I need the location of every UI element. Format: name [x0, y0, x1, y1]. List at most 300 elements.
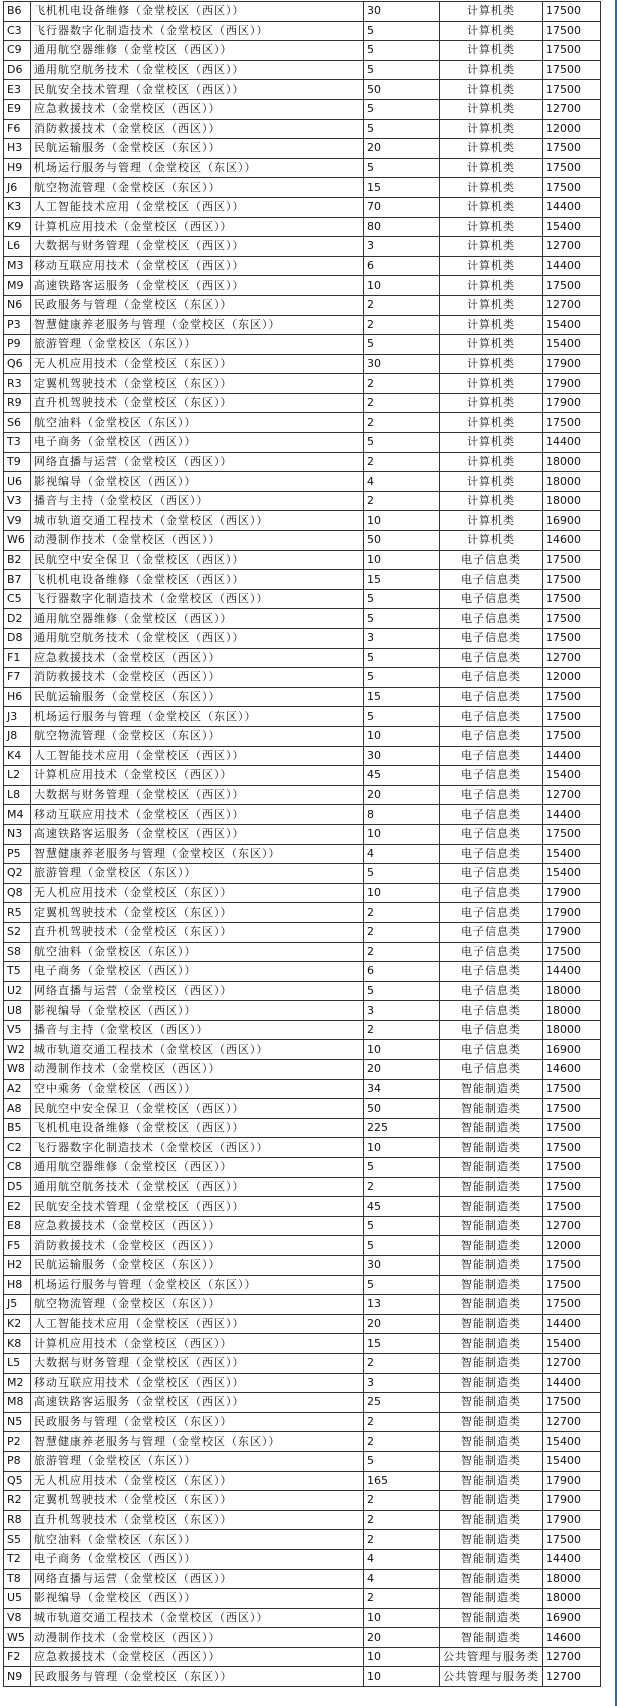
quota-cell: 5: [364, 589, 440, 609]
major-name-cell: 飞行器数字化制造技术（金堂校区（西区））: [31, 1138, 364, 1158]
category-cell: 计算机类: [440, 472, 543, 492]
tuition-cell: 17500: [543, 1118, 601, 1138]
major-code-cell: K9: [4, 217, 31, 237]
major-name-cell: 民政服务与管理（金堂校区（东区））: [31, 295, 364, 315]
category-cell: 电子信息类: [440, 589, 543, 609]
table-row: [4, 1491, 601, 1511]
tuition-cell: 17900: [543, 1510, 601, 1530]
table-row: [4, 1471, 601, 1491]
tuition-cell: 17900: [543, 354, 601, 374]
table-row: [4, 668, 601, 688]
table-row: [4, 2, 601, 22]
table-row: [4, 609, 601, 629]
major-code-cell: F6: [4, 119, 31, 139]
major-code-cell: F2: [4, 1647, 31, 1667]
quota-cell: 25: [364, 1393, 440, 1413]
major-code-cell: U8: [4, 1001, 31, 1021]
tuition-cell: 15400: [543, 844, 601, 864]
quota-cell: 10: [364, 824, 440, 844]
quota-cell: 2: [364, 491, 440, 511]
major-code-cell: T2: [4, 1549, 31, 1569]
major-name-cell: 移动互联应用技术（金堂校区（西区））: [31, 256, 364, 276]
category-cell: 电子信息类: [440, 648, 543, 668]
major-name-cell: 网络直播与运营（金堂校区（西区））: [31, 1569, 364, 1589]
tuition-cell: 14400: [543, 805, 601, 825]
tuition-cell: 17500: [543, 21, 601, 41]
tuition-cell: 18000: [543, 981, 601, 1001]
major-code-cell: T3: [4, 433, 31, 453]
quota-cell: 5: [364, 1236, 440, 1256]
tuition-cell: 12000: [543, 1236, 601, 1256]
major-name-cell: 航空物流管理（金堂校区（东区））: [31, 178, 364, 198]
table-row: [4, 687, 601, 707]
major-code-cell: V8: [4, 1608, 31, 1628]
quota-cell: 2: [364, 1510, 440, 1530]
quota-cell: 3: [364, 1373, 440, 1393]
quota-cell: 5: [364, 648, 440, 668]
major-code-cell: U5: [4, 1589, 31, 1609]
major-code-cell: L8: [4, 785, 31, 805]
category-cell: 智能制造类: [440, 1177, 543, 1197]
tuition-cell: 15400: [543, 864, 601, 884]
category-cell: 智能制造类: [440, 1373, 543, 1393]
major-code-cell: R9: [4, 393, 31, 413]
major-code-cell: C3: [4, 21, 31, 41]
tuition-cell: 18000: [543, 1589, 601, 1609]
category-cell: 电子信息类: [440, 981, 543, 1001]
major-code-cell: E2: [4, 1197, 31, 1217]
category-cell: 智能制造类: [440, 1158, 543, 1178]
tuition-cell: 17500: [543, 629, 601, 649]
category-cell: 计算机类: [440, 295, 543, 315]
table-row: [4, 1412, 601, 1432]
major-code-cell: K2: [4, 1314, 31, 1334]
major-name-cell: 定翼机驾驶技术（金堂校区（东区））: [31, 1491, 364, 1511]
table-row: [4, 511, 601, 531]
major-name-cell: 民政服务与管理（金堂校区（东区））: [31, 1412, 364, 1432]
tuition-cell: 17900: [543, 922, 601, 942]
major-name-cell: 旅游管理（金堂校区（东区））: [31, 1451, 364, 1471]
category-cell: 智能制造类: [440, 1295, 543, 1315]
major-name-cell: 高速铁路客运服务（金堂校区（西区））: [31, 824, 364, 844]
table-row: [4, 805, 601, 825]
major-code-cell: M2: [4, 1373, 31, 1393]
category-cell: 电子信息类: [440, 1001, 543, 1021]
major-code-cell: H3: [4, 139, 31, 159]
major-code-cell: F5: [4, 1236, 31, 1256]
major-code-cell: N5: [4, 1412, 31, 1432]
quota-cell: 5: [364, 119, 440, 139]
table-row: [4, 1040, 601, 1060]
category-cell: 电子信息类: [440, 864, 543, 884]
category-cell: 智能制造类: [440, 1353, 543, 1373]
major-code-cell: H2: [4, 1256, 31, 1276]
tuition-cell: 17500: [543, 1177, 601, 1197]
major-code-cell: Q6: [4, 354, 31, 374]
table-row: [4, 531, 601, 551]
tuition-cell: 17500: [543, 139, 601, 159]
category-cell: 智能制造类: [440, 1099, 543, 1119]
tuition-cell: 15400: [543, 766, 601, 786]
quota-cell: 10: [364, 726, 440, 746]
major-name-cell: 飞机机电设备维修（金堂校区（西区））: [31, 2, 364, 22]
quota-cell: 2: [364, 1020, 440, 1040]
major-code-cell: A2: [4, 1079, 31, 1099]
tuition-cell: 17900: [543, 883, 601, 903]
category-cell: 计算机类: [440, 237, 543, 257]
quota-cell: 20: [364, 1628, 440, 1648]
quota-cell: 3: [364, 237, 440, 257]
tuition-cell: 12700: [543, 1647, 601, 1667]
major-code-cell: F1: [4, 648, 31, 668]
tuition-cell: 17500: [543, 1079, 601, 1099]
major-code-cell: H6: [4, 687, 31, 707]
table-row: [4, 1001, 601, 1021]
quota-cell: 2: [364, 1177, 440, 1197]
category-cell: 电子信息类: [440, 922, 543, 942]
major-code-cell: P2: [4, 1432, 31, 1452]
major-name-cell: 智慧健康养老服务与管理（金堂校区（东区））: [31, 1432, 364, 1452]
table-row: [4, 60, 601, 80]
table-row: [4, 1216, 601, 1236]
tuition-cell: 18000: [543, 472, 601, 492]
category-cell: 计算机类: [440, 452, 543, 472]
category-cell: 智能制造类: [440, 1138, 543, 1158]
major-code-cell: D6: [4, 60, 31, 80]
tuition-cell: 14400: [543, 1314, 601, 1334]
major-name-cell: 播音与主持（金堂校区（西区））: [31, 1020, 364, 1040]
quota-cell: 13: [364, 1295, 440, 1315]
major-name-cell: 大数据与财务管理（金堂校区（西区））: [31, 785, 364, 805]
tuition-cell: 17900: [543, 1491, 601, 1511]
major-code-cell: V9: [4, 511, 31, 531]
table-row: [4, 1060, 601, 1080]
quota-cell: 5: [364, 1451, 440, 1471]
quota-cell: 20: [364, 139, 440, 159]
category-cell: 电子信息类: [440, 844, 543, 864]
category-cell: 智能制造类: [440, 1471, 543, 1491]
quota-cell: 5: [364, 668, 440, 688]
table-row: [4, 178, 601, 198]
quota-cell: 45: [364, 1197, 440, 1217]
quota-cell: 2: [364, 1432, 440, 1452]
quota-cell: 2: [364, 452, 440, 472]
category-cell: 电子信息类: [440, 824, 543, 844]
table-row: [4, 158, 601, 178]
major-code-cell: S2: [4, 922, 31, 942]
table-row: [4, 942, 601, 962]
quota-cell: 10: [364, 1608, 440, 1628]
major-name-cell: 通用航空航务技术（金堂校区（西区））: [31, 629, 364, 649]
tuition-cell: 17500: [543, 413, 601, 433]
major-name-cell: 消防救援技术（金堂校区（西区））: [31, 1236, 364, 1256]
quota-cell: 15: [364, 178, 440, 198]
major-code-cell: C8: [4, 1158, 31, 1178]
major-name-cell: 播音与主持（金堂校区（西区））: [31, 491, 364, 511]
quota-cell: 4: [364, 844, 440, 864]
quota-cell: 45: [364, 766, 440, 786]
table-row: [4, 1334, 601, 1354]
table-row: [4, 981, 601, 1001]
tuition-cell: 14400: [543, 256, 601, 276]
table-row: [4, 21, 601, 41]
quota-cell: 5: [364, 609, 440, 629]
quota-cell: 2: [364, 942, 440, 962]
category-cell: 电子信息类: [440, 1040, 543, 1060]
major-name-cell: 飞机机电设备维修（金堂校区（西区））: [31, 1118, 364, 1138]
tuition-cell: 14400: [543, 433, 601, 453]
major-name-cell: 飞机机电设备维修（金堂校区（西区））: [31, 570, 364, 590]
major-name-cell: 电子商务（金堂校区（西区））: [31, 962, 364, 982]
tuition-cell: 18000: [543, 1569, 601, 1589]
quota-cell: 2: [364, 374, 440, 394]
quota-cell: 20: [364, 785, 440, 805]
quota-cell: 4: [364, 1569, 440, 1589]
tuition-cell: 17500: [543, 1275, 601, 1295]
major-name-cell: 影视编导（金堂校区（西区））: [31, 472, 364, 492]
major-name-cell: 民航安全技术管理（金堂校区（西区））: [31, 80, 364, 100]
category-cell: 电子信息类: [440, 805, 543, 825]
table-row: [4, 1158, 601, 1178]
quota-cell: 30: [364, 2, 440, 22]
tuition-cell: 17900: [543, 374, 601, 394]
table-row: [4, 393, 601, 413]
major-name-cell: 无人机应用技术（金堂校区（东区））: [31, 1471, 364, 1491]
major-code-cell: U2: [4, 981, 31, 1001]
major-code-cell: K3: [4, 197, 31, 217]
major-name-cell: 智慧健康养老服务与管理（金堂校区（东区））: [31, 844, 364, 864]
major-name-cell: 电子商务（金堂校区（西区））: [31, 433, 364, 453]
quota-cell: 4: [364, 1549, 440, 1569]
category-cell: 计算机类: [440, 178, 543, 198]
major-name-cell: 机场运行服务与管理（金堂校区（东区））: [31, 1275, 364, 1295]
major-code-cell: B6: [4, 2, 31, 22]
category-cell: 计算机类: [440, 60, 543, 80]
major-code-cell: P8: [4, 1451, 31, 1471]
tuition-cell: 17500: [543, 1197, 601, 1217]
category-cell: 计算机类: [440, 374, 543, 394]
major-name-cell: 无人机应用技术（金堂校区（东区））: [31, 883, 364, 903]
major-code-cell: M3: [4, 256, 31, 276]
table-row: [4, 1569, 601, 1589]
quota-cell: 2: [364, 1530, 440, 1550]
quota-cell: 5: [364, 158, 440, 178]
quota-cell: 10: [364, 276, 440, 296]
quota-cell: 6: [364, 256, 440, 276]
major-name-cell: 城市轨道交通工程技术（金堂校区（西区））: [31, 1040, 364, 1060]
tuition-cell: 17500: [543, 1295, 601, 1315]
quota-cell: 5: [364, 60, 440, 80]
table-row: [4, 276, 601, 296]
major-code-cell: D5: [4, 1177, 31, 1197]
major-code-cell: L6: [4, 237, 31, 257]
category-cell: 计算机类: [440, 433, 543, 453]
major-name-cell: 空中乘务（金堂校区（西区））: [31, 1079, 364, 1099]
table-row: [4, 374, 601, 394]
category-cell: 智能制造类: [440, 1334, 543, 1354]
major-code-cell: R3: [4, 374, 31, 394]
table-row: [4, 844, 601, 864]
tuition-cell: 17900: [543, 903, 601, 923]
quota-cell: 3: [364, 1001, 440, 1021]
category-cell: 智能制造类: [440, 1256, 543, 1276]
tuition-cell: 12700: [543, 1667, 601, 1687]
major-code-cell: B5: [4, 1118, 31, 1138]
category-cell: 智能制造类: [440, 1314, 543, 1334]
major-code-cell: J8: [4, 726, 31, 746]
tuition-cell: 17500: [543, 1138, 601, 1158]
quota-cell: 5: [364, 21, 440, 41]
category-cell: 智能制造类: [440, 1275, 543, 1295]
quota-cell: 5: [364, 99, 440, 119]
tuition-cell: 17500: [543, 1393, 601, 1413]
table-row: [4, 589, 601, 609]
major-name-cell: 民航安全技术管理（金堂校区（西区））: [31, 1197, 364, 1217]
major-name-cell: 航空油料（金堂校区（东区））: [31, 942, 364, 962]
category-cell: 电子信息类: [440, 629, 543, 649]
quota-cell: 5: [364, 1275, 440, 1295]
major-code-cell: N6: [4, 295, 31, 315]
quota-cell: 5: [364, 1158, 440, 1178]
major-code-cell: D8: [4, 629, 31, 649]
major-name-cell: 定翼机驾驶技术（金堂校区（东区））: [31, 374, 364, 394]
quota-cell: 10: [364, 1647, 440, 1667]
table-row: [4, 707, 601, 727]
table-row: [4, 1628, 601, 1648]
major-name-cell: 网络直播与运营（金堂校区（西区））: [31, 981, 364, 1001]
major-name-cell: 旅游管理（金堂校区（东区））: [31, 335, 364, 355]
quota-cell: 20: [364, 1060, 440, 1080]
major-code-cell: W2: [4, 1040, 31, 1060]
category-cell: 电子信息类: [440, 687, 543, 707]
tuition-cell: 17500: [543, 1099, 601, 1119]
tuition-cell: 14600: [543, 1060, 601, 1080]
tuition-cell: 15400: [543, 217, 601, 237]
major-code-cell: R8: [4, 1510, 31, 1530]
tuition-cell: 17500: [543, 707, 601, 727]
category-cell: 计算机类: [440, 197, 543, 217]
major-name-cell: 定翼机驾驶技术（金堂校区（东区））: [31, 903, 364, 923]
category-cell: 计算机类: [440, 491, 543, 511]
table-row: [4, 1510, 601, 1530]
table-row: [4, 550, 601, 570]
major-name-cell: 航空油料（金堂校区（东区））: [31, 413, 364, 433]
quota-cell: 2: [364, 1589, 440, 1609]
major-code-cell: V3: [4, 491, 31, 511]
major-name-cell: 旅游管理（金堂校区（东区））: [31, 864, 364, 884]
major-name-cell: 消防救援技术（金堂校区（西区））: [31, 668, 364, 688]
tuition-cell: 18000: [543, 452, 601, 472]
major-name-cell: 高速铁路客运服务（金堂校区（西区））: [31, 1393, 364, 1413]
major-code-cell: L2: [4, 766, 31, 786]
major-code-cell: M8: [4, 1393, 31, 1413]
major-code-cell: P5: [4, 844, 31, 864]
major-code-cell: W5: [4, 1628, 31, 1648]
tuition-cell: 14400: [543, 1373, 601, 1393]
tuition-cell: 16900: [543, 1040, 601, 1060]
major-name-cell: 航空油料（金堂校区（东区））: [31, 1530, 364, 1550]
tuition-cell: 17500: [543, 1530, 601, 1550]
tuition-cell: 17500: [543, 2, 601, 22]
tuition-cell: 15400: [543, 335, 601, 355]
category-cell: 智能制造类: [440, 1393, 543, 1413]
table-row: [4, 1314, 601, 1334]
major-code-cell: N9: [4, 1667, 31, 1687]
quota-cell: 30: [364, 746, 440, 766]
tuition-cell: 12700: [543, 1216, 601, 1236]
category-cell: 电子信息类: [440, 1020, 543, 1040]
table-row: [4, 1020, 601, 1040]
tuition-cell: 17500: [543, 158, 601, 178]
table-row: [4, 413, 601, 433]
table-row: [4, 1295, 601, 1315]
major-name-cell: 城市轨道交通工程技术（金堂校区（西区））: [31, 511, 364, 531]
category-cell: 计算机类: [440, 511, 543, 531]
major-code-cell: Q8: [4, 883, 31, 903]
table-row: [4, 962, 601, 982]
category-cell: 电子信息类: [440, 550, 543, 570]
table-row: [4, 217, 601, 237]
major-code-cell: K8: [4, 1334, 31, 1354]
table-row: [4, 1608, 601, 1628]
major-name-cell: 电子商务（金堂校区（西区））: [31, 1549, 364, 1569]
tuition-cell: 17500: [543, 60, 601, 80]
major-name-cell: 影视编导（金堂校区（西区））: [31, 1589, 364, 1609]
category-cell: 公共管理与服务类: [440, 1667, 543, 1687]
category-cell: 电子信息类: [440, 1060, 543, 1080]
table-row: [4, 1118, 601, 1138]
category-cell: 电子信息类: [440, 962, 543, 982]
tuition-cell: 12700: [543, 1353, 601, 1373]
quota-cell: 2: [364, 295, 440, 315]
tuition-cell: 17500: [543, 726, 601, 746]
major-name-cell: 航空物流管理（金堂校区（东区））: [31, 726, 364, 746]
category-cell: 电子信息类: [440, 570, 543, 590]
table-row: [4, 237, 601, 257]
table-row: [4, 903, 601, 923]
quota-cell: 30: [364, 1256, 440, 1276]
quota-cell: 10: [364, 1040, 440, 1060]
category-cell: 计算机类: [440, 158, 543, 178]
major-code-cell: J5: [4, 1295, 31, 1315]
tuition-cell: 15400: [543, 1451, 601, 1471]
major-code-cell: H8: [4, 1275, 31, 1295]
tuition-cell: 12000: [543, 668, 601, 688]
table-row: [4, 766, 601, 786]
major-code-cell: P3: [4, 315, 31, 335]
category-cell: 计算机类: [440, 119, 543, 139]
category-cell: 计算机类: [440, 99, 543, 119]
tuition-cell: 17900: [543, 393, 601, 413]
major-name-cell: 通用航空航务技术（金堂校区（西区））: [31, 1177, 364, 1197]
quota-cell: 2: [364, 413, 440, 433]
major-name-cell: 直升机驾驶技术（金堂校区（东区））: [31, 393, 364, 413]
category-cell: 计算机类: [440, 217, 543, 237]
table-row: [4, 139, 601, 159]
quota-cell: 15: [364, 1334, 440, 1354]
major-code-cell: E9: [4, 99, 31, 119]
category-cell: 计算机类: [440, 335, 543, 355]
tuition-cell: 14400: [543, 962, 601, 982]
table-row: [4, 315, 601, 335]
category-cell: 智能制造类: [440, 1216, 543, 1236]
quota-cell: 3: [364, 629, 440, 649]
category-cell: 电子信息类: [440, 883, 543, 903]
major-code-cell: S6: [4, 413, 31, 433]
tuition-cell: 12700: [543, 785, 601, 805]
quota-cell: 30: [364, 354, 440, 374]
major-name-cell: 民航运输服务（金堂校区（东区））: [31, 687, 364, 707]
